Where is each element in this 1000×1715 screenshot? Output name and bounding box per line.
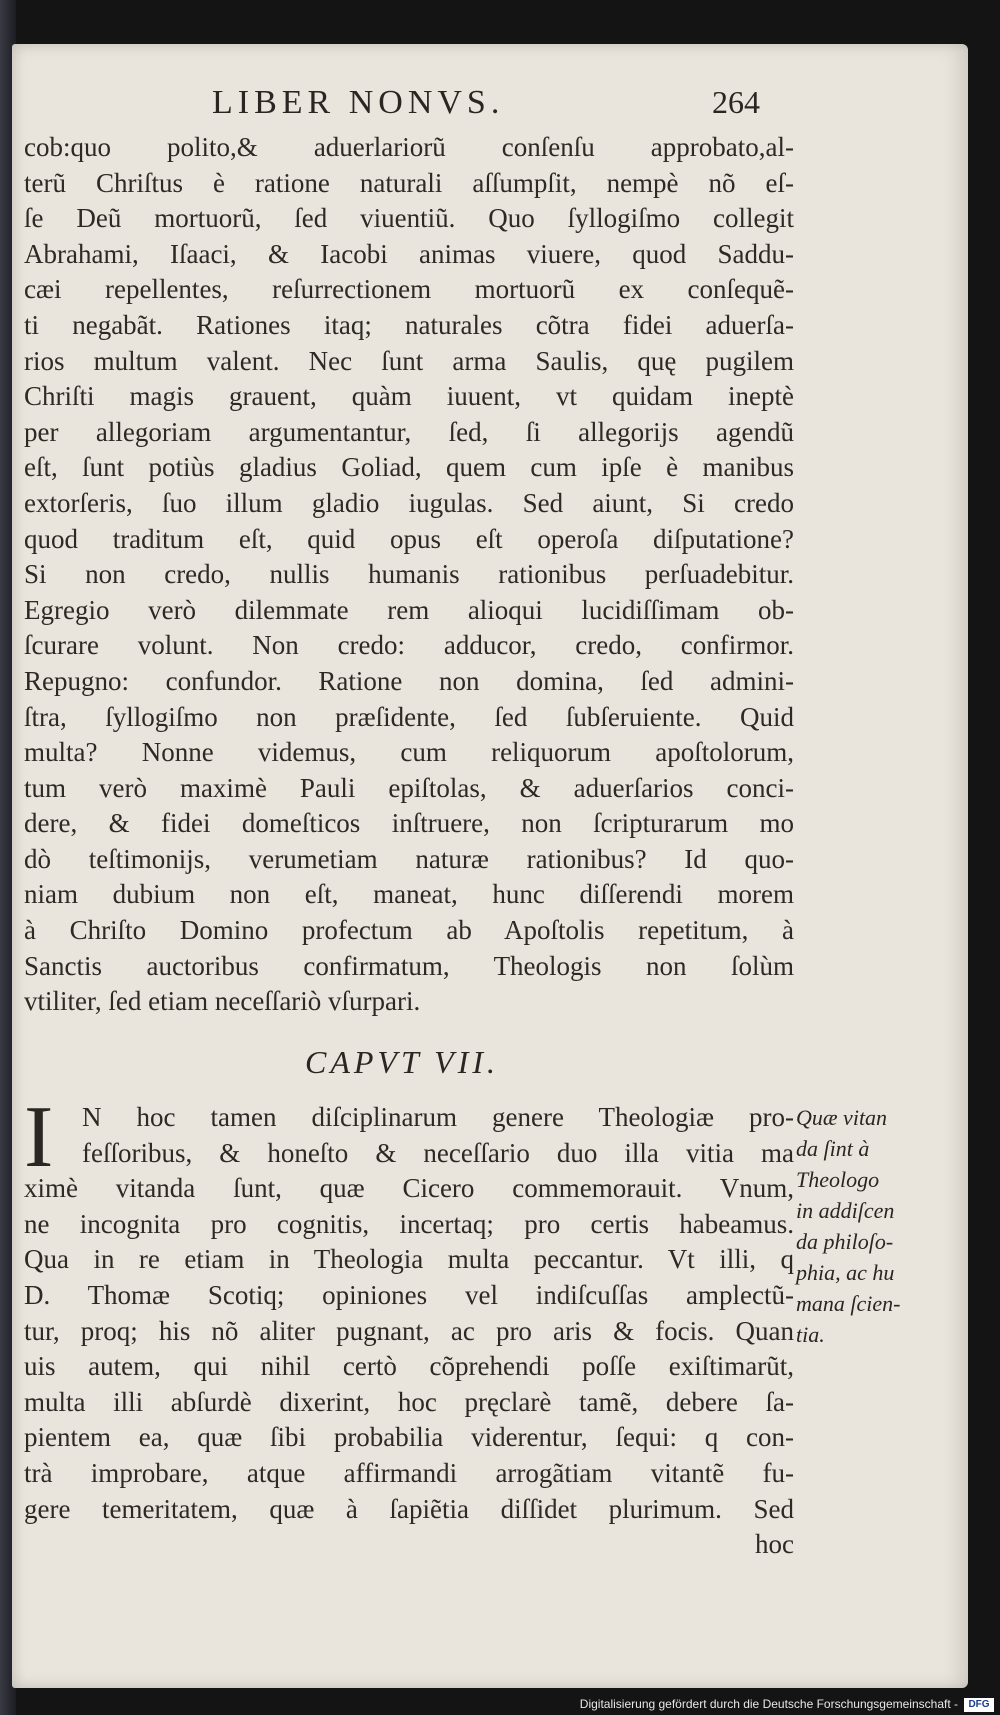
marginal-note-line: Quæ vitan xyxy=(796,1105,888,1130)
chapter-heading: CAPVT VII. xyxy=(304,1044,500,1080)
text-line: ſe Deũ mortuorũ, ſed viuentiũ. Quo ſyllogiſmo collegit xyxy=(24,203,794,234)
text-line: vtiliter, ſed etiam neceſſariò vſurpari. xyxy=(24,986,421,1017)
text-line: ſtra, ſyllogiſmo non præſidente, ſed ſubſeruiente. Quid xyxy=(24,701,794,732)
marginal-note-line: da ſint à xyxy=(796,1136,870,1161)
text-line: quod traditum eſt, quid opus eſt operoſa diſputatione? xyxy=(24,523,794,554)
text-line: Abrahami, Iſaaci, & Iacobi animas viuere, quod Saddu- xyxy=(24,238,794,269)
page-number: 264 xyxy=(712,84,760,120)
running-head xyxy=(12,84,968,128)
chapter-text xyxy=(24,1089,794,1563)
text-line: Si non credo, nullis humanis rationibus perſuadebitur. xyxy=(24,559,794,590)
text-line: feſſoribus, & honeſto & neceſſario duo illa vitia ma xyxy=(82,1137,794,1168)
text-line: cæi repellentes, reſurrectionem mortuorũ ex conſequẽ- xyxy=(24,274,794,305)
marginal-note-line: phia, ac hu xyxy=(796,1260,895,1285)
text-line: per allegoriam argumentantur, ſed, ſi allegorijs agendũ xyxy=(24,416,794,447)
text-line: eſt, ſunt potiùs gladius Goliad, quem cum ipſe è manibus xyxy=(24,452,794,483)
text-line: trà improbare, atque affirmandi arrogãtiam vitantẽ fu- xyxy=(24,1457,794,1488)
marginal-note-line: tia. xyxy=(796,1322,825,1347)
text-line: tur, proq; his nõ aliter pugnant, ac pro aris & focis. Quan xyxy=(24,1315,794,1346)
text-line: ſcurare volunt. Non credo: adducor, credo, confirmor. xyxy=(24,630,794,661)
text-line: rios multum valent. Nec ſunt arma Saulis, quę pugilem xyxy=(24,345,794,376)
book-page xyxy=(12,44,968,1688)
text-line: extorſeris, ſuo illum gladio iugulas. Sed aiunt, Si credo xyxy=(24,487,794,518)
marginal-note xyxy=(796,1102,914,1350)
text-line: Chriſti magis grauent, quàm iuuent, vt quidam ineptè xyxy=(24,381,794,412)
text-line: D. Thomæ Scotiq; opiniones vel indiſcuſſas amplectũ- xyxy=(24,1279,794,1310)
text-line: Sanctis auctoribus confirmatum, Theologis non ſolùm xyxy=(24,950,794,981)
marginal-note-line: da philoſo- xyxy=(796,1229,894,1254)
text-line: cob:quo polito,& aduerlariorũ conſenſu approbato,al- xyxy=(24,132,794,162)
body-text xyxy=(24,130,794,1020)
text-line: niam dubium non eſt, maneat, hunc diſſerendi morem xyxy=(24,879,794,910)
text-line: Qua in re etiam in Theologia multa peccantur. Vt illi, q xyxy=(24,1244,794,1275)
marginal-note-line: mana ſcien- xyxy=(796,1291,901,1316)
dfg-logo: DFG xyxy=(964,1698,994,1712)
text-line: multa illi abſurdè dixerint, hoc pręclarè tamẽ, debere ſa- xyxy=(24,1386,794,1417)
text-line: pientem ea, quæ ſibi probabilia viderentur, ſequi: q con- xyxy=(24,1422,794,1453)
text-line: Repugno: confundor. Ratione non domina, ſed admini- xyxy=(24,665,794,696)
text-line: gere temeritatem, quæ à ſapiẽtia diſſidet plurimum. Sed xyxy=(24,1493,794,1524)
text-line: dò teſtimonijs, verumetiam naturæ rationibus? Id quo- xyxy=(24,843,794,874)
text-line: terũ Chriſtus è ratione naturali aſſumpſit, nempè nõ eſ- xyxy=(24,167,794,198)
text-line: N hoc tamen diſciplinarum genere Theologiæ pro- xyxy=(82,1102,794,1132)
text-line: ti negabãt. Rationes itaq; naturales cõtra fidei aduerſa- xyxy=(24,309,794,340)
text-line: tum verò maximè Pauli epiſtolas, & aduerſarios conci- xyxy=(24,772,794,803)
text-line: ne incognita pro cognitis, incertaq; pro certis habeamus. xyxy=(24,1208,794,1239)
catchword: hoc xyxy=(755,1529,794,1560)
text-line: dere, & fidei domeſticos inſtruere, non ſcripturarum mo xyxy=(24,808,794,839)
marginal-note-line: in addiſcen xyxy=(796,1198,895,1223)
text-line: ximè vitanda ſunt, quæ Cicero commemorauit. Vnum, xyxy=(24,1173,794,1204)
text-line: multa? Nonne videmus, cum reliquorum apoſtolorum, xyxy=(24,737,794,768)
running-head-title: LIBER NONVS. xyxy=(212,84,505,121)
text-line: uis autem, qui nihil certò cõprehendi poſſe exiſtimarũt, xyxy=(24,1351,794,1382)
marginal-note-line: Theologo xyxy=(796,1167,880,1192)
digitization-credit: Digitalisierung gefördert durch die Deutsche Forschungsgemeinschaft - xyxy=(579,1697,958,1711)
text-line: Egregio verò dilemmate rem alioqui lucidiſſimam ob- xyxy=(24,594,794,625)
drop-cap: I xyxy=(24,1089,54,1186)
text-line: à Chriſto Domino profectum ab Apoſtolis repetitum, à xyxy=(24,915,794,946)
